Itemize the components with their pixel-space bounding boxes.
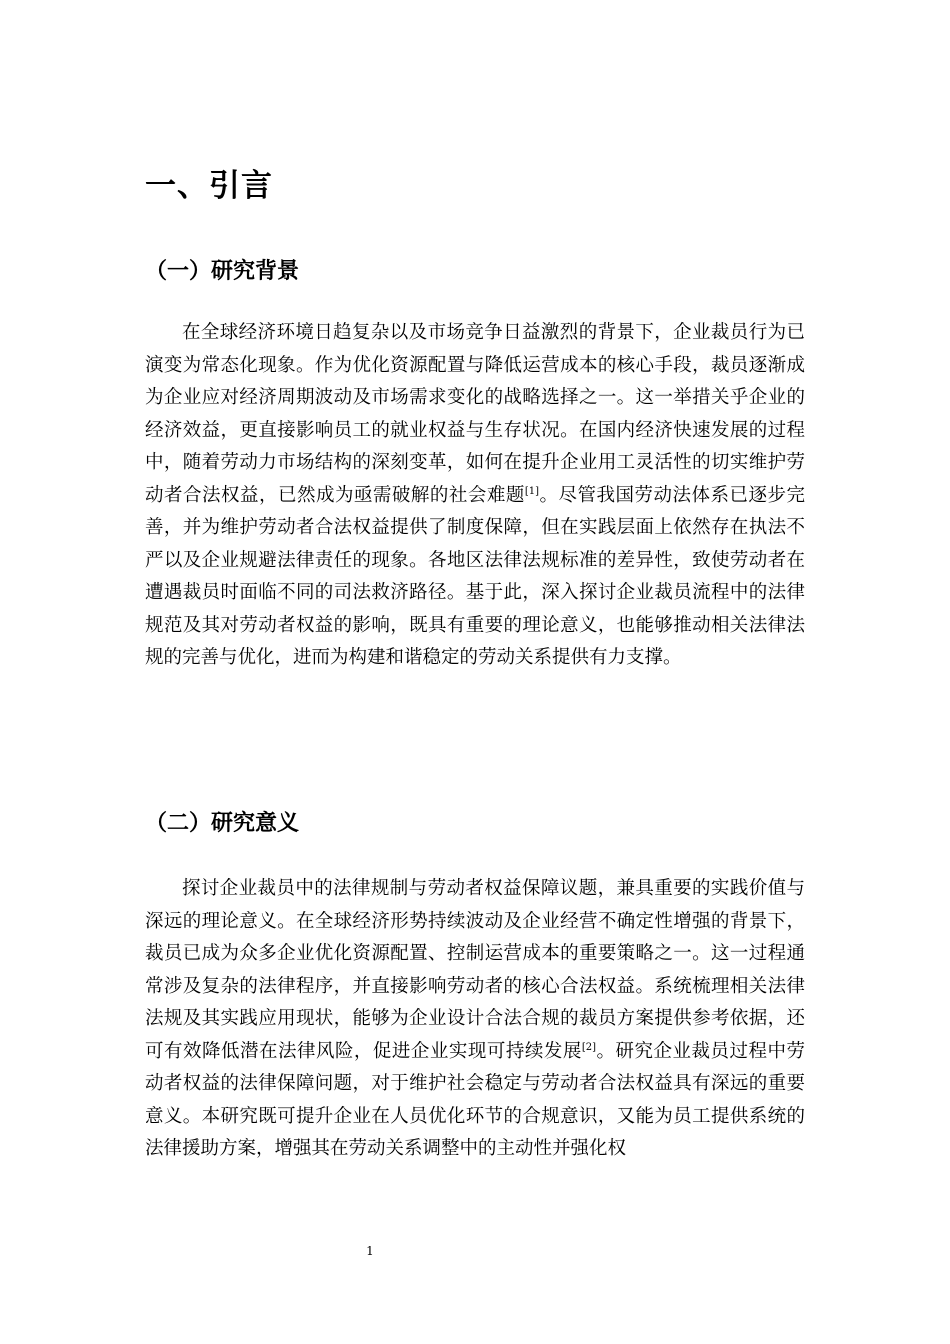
chapter-heading: 一、引言 [145,168,273,204]
paragraph-text: 在全球经济环境日趋复杂以及市场竞争日益激烈的背景下，企业裁员行为已演变为常态化现象。作为优化资源配置与降低运营成本的核心手段，裁员逐渐成为企业应对经济周期波动及市场需求变化的战略选择之一。这一举措关乎企业的经济效益，更直接影响员工的就业权益与生存状况。在国内经济快速发展的过程中，随着劳动力市场结构的深刻变革，如何在提升企业用工灵活性的切实维护劳动者合法权益，已然成为亟需破解的社会难题 [145,322,805,506]
section-heading-significance: （二）研究意义 [145,811,300,836]
paragraph-text: 。研究企业裁员过程中劳动者权益的法律保障问题，对于维护社会稳定与劳动者合法权益具有深远的重要意义。本研究既可提升企业在人员优化环节的合规意识，又能为员工提供系统的法律援助方案，增强其在劳动关系调整中的主动性并强化权 [145,1040,805,1159]
section-heading-background: （一）研究背景 [145,259,300,284]
paragraph-significance [145,873,805,1166]
paragraph-text: 探讨企业裁员中的法律规制与劳动者权益保障议题，兼具重要的实践价值与深远的理论意义。在全球经济形势持续波动及企业经营不确定性增强的背景下，裁员已成为众多企业优化资源配置、控制运营成本的重要策略之一。这一过程通常涉及复杂的法律程序，并直接影响劳动者的核心合法权益。系统梳理相关法律法规及其实践应用现状，能够为企业设计合法合规的裁员方案提供参考依据，还可有效降低潜在法律风险，促进企业实现可持续发展 [145,878,805,1062]
paragraph-background [145,317,805,675]
paragraph-text: 。尽管我国劳动法体系已逐步完善，并为维护劳动者合法权益提供了制度保障，但在实践层面上依然存在执法不严以及企业规避法律责任的现象。各地区法律法规标准的差异性，致使劳动者在遭遇裁员时面临不同的司法救济路径。基于此，深入探讨企业裁员流程中的法律规范及其对劳动者权益的影响，既具有重要的理论意义，也能够推动相关法律法规的完善与优化，进而为构建和谐稳定的劳动关系提供有力支撑。 [145,484,805,668]
page-number: 1 [366,1244,374,1258]
citation-ref: [2] [581,1041,597,1053]
citation-ref: [1] [524,485,540,497]
